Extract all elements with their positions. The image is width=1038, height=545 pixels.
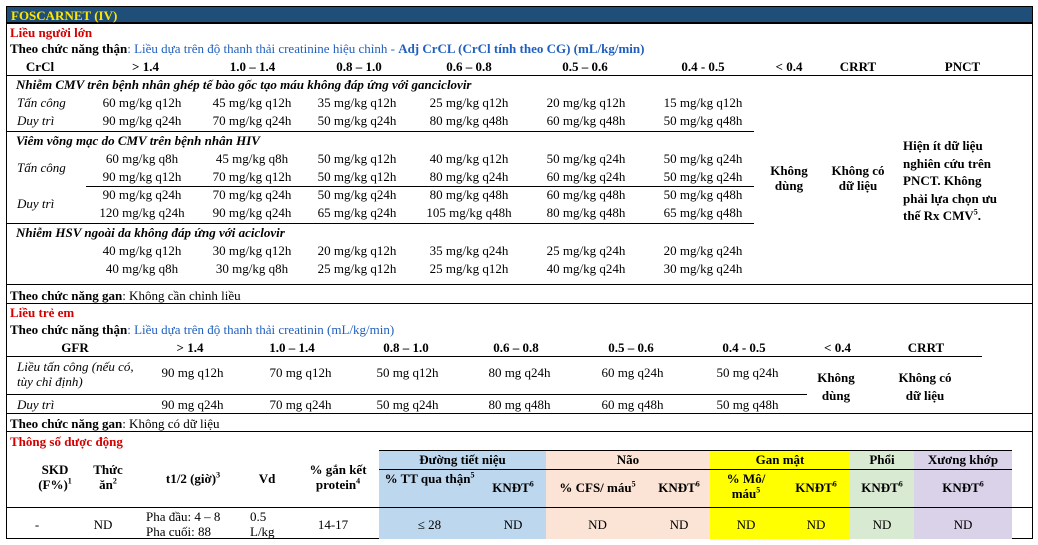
pk-lung-b-text: KNĐT	[861, 480, 899, 495]
pk-food-sup: 2	[112, 476, 117, 486]
adult-dose-cell: 50 mg/kg q24h	[663, 151, 743, 166]
child-dose-cell: 50 mg q48h	[716, 397, 779, 412]
child-dose-cell: 50 mg q24h	[716, 365, 779, 380]
pk-urinary-a-sup: 5	[470, 470, 475, 480]
pk-t12-header-text: t1/2 (giờ)	[165, 471, 217, 486]
pk-skd-value: -	[34, 517, 40, 532]
pk-skd-header	[30, 462, 80, 492]
adult-dose-cell: 35 mg/kg q12h	[317, 95, 397, 110]
pk-liver-a-value: ND	[736, 517, 756, 532]
adult-pnct-line5-text: thế Rx CMV	[903, 208, 974, 223]
adult-section-heading: Liều người lớn	[10, 25, 93, 40]
child-loading-label: Liều tấn công (nếu có, tùy chỉ định)	[17, 359, 134, 389]
adult-dose-cell: 30 mg/kg q24h	[663, 261, 743, 276]
adult-dose-cell: 20 mg/kg q12h	[546, 95, 626, 110]
adult-dose-cell: 25 mg/kg q12h	[429, 95, 509, 110]
child-col-header: 0.5 – 0.6	[608, 340, 654, 355]
adult-pnct-note	[903, 137, 1018, 225]
adult-dose-cell: 60 mg/kg q8h	[105, 151, 179, 166]
pk-brain-a-sup: 5	[631, 479, 636, 489]
adult-hepatic-line	[10, 288, 241, 303]
child-renal-text: : Liều dựa trên độ thanh thải creatinin (mL/kg/min)	[127, 322, 395, 337]
adult-table-bottom	[7, 284, 1032, 285]
child-lt04-line2: dùng	[821, 388, 851, 403]
adult-col-header: 0.8 – 1.0	[336, 59, 382, 74]
pk-urinary-a-value: ≤ 28	[417, 517, 442, 532]
pk-vd-value-a: 0.5	[250, 509, 267, 524]
adult-dose-cell: 50 mg/kg q24h	[317, 187, 397, 202]
adult-col-header: CrCl	[25, 59, 55, 74]
adult-hepatic-prefix: Theo chức năng gan	[10, 288, 123, 303]
child-dose-cell: 70 mg q24h	[269, 397, 332, 412]
adult-dose-cell: 80 mg/kg q48h	[429, 113, 509, 128]
adult-dose-cell: 30 mg/kg q12h	[212, 243, 292, 258]
adult-group-divider	[7, 223, 754, 224]
child-dose-cell: 60 mg q48h	[601, 397, 664, 412]
adult-dose-cell: 40 mg/kg q24h	[546, 261, 626, 276]
adult-dose-cell: 90 mg/kg q24h	[102, 187, 182, 202]
child-dose-cell: 60 mg q24h	[601, 365, 664, 380]
adult-crrt-line1: Không có	[831, 163, 885, 178]
pk-brain-b-sup: 6	[695, 479, 700, 489]
adult-dose-cell: 80 mg/kg q48h	[429, 187, 509, 202]
pk-urinary-a-header	[382, 471, 477, 486]
pk-urinary-b-header	[480, 480, 546, 495]
adult-col-header: 0.5 – 0.6	[562, 59, 608, 74]
adult-dose-cell: 70 mg/kg q24h	[212, 113, 292, 128]
adult-row-label: Tấn công	[17, 160, 66, 175]
adult-dose-cell: 50 mg/kg q12h	[317, 151, 397, 166]
child-renal-heading	[10, 322, 394, 337]
pk-urinary-b-value: ND	[503, 517, 523, 532]
adult-dose-cell: 60 mg/kg q24h	[546, 169, 626, 184]
pk-skd-sup: 1	[67, 476, 72, 486]
adult-row-label: Duy trì	[17, 196, 55, 211]
pk-liver-b-text: KNĐT	[795, 480, 833, 495]
child-hepatic-prefix: Theo chức năng gan	[10, 416, 123, 431]
child-dose-cell: 70 mg q12h	[269, 365, 332, 380]
child-crrt-line2: dữ liệu	[905, 388, 945, 403]
child-dose-cell: 90 mg q12h	[161, 365, 224, 380]
adult-dose-cell: 40 mg/kg q12h	[102, 243, 182, 258]
adult-col-header: 0.4 - 0.5	[681, 59, 725, 74]
child-dose-cell: 80 mg q48h	[488, 397, 551, 412]
child-col-header: 0.6 – 0.8	[493, 340, 539, 355]
adult-dose-cell: 50 mg/kg q24h	[317, 113, 397, 128]
child-crrt-line1: Không có	[898, 370, 952, 385]
adult-dose-cell: 80 mg/kg q24h	[429, 169, 509, 184]
adult-dose-cell: 50 mg/kg q12h	[317, 169, 397, 184]
child-col-header: 0.4 - 0.5	[722, 340, 766, 355]
child-renal-prefix: Theo chức năng thận	[10, 322, 128, 337]
pk-t12-value	[146, 509, 220, 539]
adult-col-header: 1.0 – 1.4	[229, 59, 276, 74]
child-row-divider	[7, 394, 807, 395]
child-col-header: > 1.4	[176, 340, 204, 355]
adult-dose-cell: 45 mg/kg q8h	[215, 151, 289, 166]
adult-dose-cell: 60 mg/kg q48h	[546, 187, 626, 202]
pk-header-bottom-line	[7, 507, 1032, 508]
adult-pnct-line1: Hiện ít dữ liệu	[903, 138, 983, 153]
adult-dose-cell: 105 mg/kg q48h	[426, 205, 512, 220]
pk-vd-header: Vd	[258, 471, 276, 486]
pk-skd-header-text: SKD (F%)	[38, 462, 69, 492]
pk-t12-sup: 3	[216, 470, 221, 480]
pk-t12-value-a: Pha đầu: 4 – 8	[146, 509, 221, 524]
adult-pnct-line4: phải lựa chọn ưu	[903, 190, 997, 206]
pk-lung-title: Phổi	[869, 452, 895, 467]
adult-crrt-note	[820, 163, 896, 193]
pk-lung-b-value: ND	[872, 517, 892, 532]
adult-dose-cell: 15 mg/kg q12h	[663, 95, 743, 110]
child-col-header: GFR	[61, 340, 89, 355]
child-crrt-note	[885, 369, 965, 405]
adult-pnct-sup: 5	[973, 207, 978, 217]
adult-dose-cell: 20 mg/kg q12h	[317, 243, 397, 258]
adult-lt04-line2: dùng	[774, 178, 804, 193]
adult-row-label: Tấn công	[17, 95, 66, 110]
child-hepatic-text: : Không có dữ liệu	[122, 416, 220, 431]
adult-renal-adj: Adj CrCL	[398, 41, 455, 56]
adult-dose-cell: 90 mg/kg q12h	[102, 169, 182, 184]
pk-bone-title: Xương khớp	[927, 452, 999, 467]
adult-row-label: Duy trì	[17, 113, 55, 128]
child-lt04-line1: Không	[817, 370, 855, 385]
adult-dose-cell: 65 mg/kg q48h	[663, 205, 743, 220]
pk-brain-a-header	[550, 480, 645, 495]
adult-dose-cell: 40 mg/kg q12h	[429, 151, 509, 166]
pk-urinary-title: Đường tiết niệu	[419, 452, 506, 467]
adult-dose-cell: 90 mg/kg q24h	[102, 113, 182, 128]
adult-col-header: > 1.4	[132, 59, 159, 74]
pk-lung-b-sup: 6	[898, 479, 903, 489]
pk-liver-a-header	[712, 471, 780, 501]
child-col-header: CRRT	[907, 340, 945, 355]
adult-group-title: Viêm võng mạc do CMV trên bệnh nhân HIV	[16, 133, 260, 148]
pk-urinary-b-sup: 6	[529, 479, 534, 489]
adult-col-header: 0.6 – 0.8	[446, 59, 492, 74]
pk-brain-a-text: % CFS/ máu	[559, 480, 632, 495]
pk-t12-value-b: Pha cuối: 88	[146, 524, 211, 539]
pk-protein-header-text: % gắn kết protein	[309, 462, 367, 492]
pk-liver-b-header	[782, 480, 850, 495]
pk-protein-header	[298, 462, 378, 492]
adult-col-header: < 0.4	[775, 59, 803, 74]
pk-group-top-line	[379, 450, 1012, 451]
adult-lt04-line1: Không	[770, 163, 808, 178]
adult-dose-cell: 60 mg/kg q48h	[546, 113, 626, 128]
pk-bone-b-value: ND	[953, 517, 973, 532]
pk-brain-b-text: KNĐT	[658, 480, 696, 495]
pk-protein-value: 14-17	[317, 517, 349, 532]
child-dose-cell: 90 mg q24h	[161, 397, 224, 412]
adult-dose-cell: 40 mg/kg q8h	[105, 261, 179, 276]
adult-group-title: Nhiễm CMV trên bệnh nhân ghép tế bào gốc tạo máu không đáp ứng với ganciclovir	[16, 77, 472, 92]
adult-col-header: PNCT	[944, 59, 981, 74]
pk-food-value: ND	[93, 517, 113, 532]
pk-bone-b-header	[914, 480, 1012, 495]
child-section-heading: Liều trẻ em	[10, 305, 75, 320]
child-header-divider	[7, 356, 982, 357]
adult-lt04-note	[760, 163, 818, 193]
child-dose-cell: 50 mg q12h	[376, 365, 439, 380]
adult-header-divider	[7, 75, 1032, 76]
pk-protein-sup: 4	[356, 476, 361, 486]
adult-group-title: Nhiễm HSV ngoài da không đáp ứng với aciclovir	[16, 225, 285, 240]
child-lt04-note	[807, 369, 865, 405]
adult-dose-cell: 25 mg/kg q12h	[317, 261, 397, 276]
drug-title: FOSCARNET (IV)	[7, 7, 1032, 24]
child-hepatic-divider	[7, 431, 1032, 432]
pk-vd-value	[250, 509, 275, 539]
adult-dose-cell: 35 mg/kg q24h	[429, 243, 509, 258]
adult-dose-cell: 50 mg/kg q48h	[663, 113, 743, 128]
pk-urinary-b-text: KNĐT	[492, 480, 530, 495]
adult-dose-cell: 25 mg/kg q24h	[546, 243, 626, 258]
adult-pnct-line5: thế Rx CMV$^5$.	[903, 207, 982, 223]
adult-hepatic-divider	[7, 303, 1032, 304]
adult-dose-cell: 70 mg/kg q12h	[212, 169, 292, 184]
adult-renal-prefix: Theo chức năng thận	[10, 41, 128, 56]
pk-section-heading: Thông số dược động	[10, 434, 123, 449]
adult-renal-heading	[10, 41, 644, 56]
pk-lung-b-header	[850, 480, 914, 495]
adult-dose-cell: 60 mg/kg q12h	[102, 95, 182, 110]
adult-renal-text: : Liều dựa trên độ thanh thải creatinine hiệu chỉnh -	[127, 41, 399, 56]
adult-crrt-line2: dữ liệu	[838, 178, 878, 193]
pk-brain-a-value: ND	[588, 517, 607, 532]
pk-brain-title: Não	[616, 452, 640, 467]
pk-food-header-text: Thức ăn	[93, 462, 123, 492]
pk-brain-b-header	[648, 480, 710, 495]
adult-dose-cell: 50 mg/kg q24h	[663, 169, 743, 184]
adult-col-header: CRRT	[839, 59, 877, 74]
child-dose-cell: 80 mg q24h	[488, 365, 551, 380]
adult-dose-cell: 70 mg/kg q24h	[212, 187, 292, 202]
pk-bone-b-sup: 6	[979, 479, 984, 489]
pk-liver-b-value: ND	[806, 517, 826, 532]
child-dose-cell: 50 mg q24h	[376, 397, 439, 412]
pk-liver-b-sup: 6	[832, 479, 837, 489]
pk-liver-a-text: % Mô/ máu	[726, 471, 766, 501]
child-col-header: < 0.4	[824, 340, 851, 355]
child-hepatic-line	[10, 416, 220, 431]
adult-group-divider	[7, 131, 754, 132]
adult-dose-cell: 90 mg/kg q24h	[212, 205, 292, 220]
pk-brain-b-value: ND	[669, 517, 689, 532]
adult-dose-cell: 65 mg/kg q24h	[317, 205, 397, 220]
pk-bone-b-text: KNĐT	[942, 480, 980, 495]
pk-urinary-a-text: % TT qua thận	[384, 471, 471, 486]
adult-dose-cell: 25 mg/kg q12h	[429, 261, 509, 276]
child-col-header: 1.0 – 1.4	[269, 340, 315, 355]
adult-renal-cg: (CrCl tính theo CG) (mL/kg/min)	[454, 41, 645, 56]
adult-dose-cell: 20 mg/kg q24h	[663, 243, 743, 258]
adult-dose-cell: 120 mg/kg q24h	[99, 205, 185, 220]
pk-liver-a-sup: 5	[756, 485, 761, 495]
pk-t12-header	[148, 471, 238, 486]
adult-pnct-line3: PNCT. Không	[903, 173, 982, 188]
adult-dose-cell: 50 mg/kg q48h	[663, 187, 743, 202]
adult-dose-cell: 80 mg/kg q48h	[546, 205, 626, 220]
pk-food-header	[88, 462, 128, 492]
adult-dose-cell: 50 mg/kg q24h	[546, 151, 626, 166]
adult-pnct-line2: nghiên cứu trên	[903, 155, 991, 171]
pk-liver-title: Gan mật	[755, 452, 805, 467]
child-col-header: 0.8 – 1.0	[383, 340, 429, 355]
child-table-bottom	[7, 413, 1032, 414]
adult-dose-cell: 45 mg/kg q12h	[212, 95, 292, 110]
pk-vd-value-b: L/kg	[250, 524, 275, 539]
adult-hepatic-text: : Không cần chỉnh liều	[122, 288, 241, 303]
adult-dose-cell: 30 mg/kg q8h	[215, 261, 289, 276]
child-maint-label: Duy trì	[17, 397, 55, 412]
